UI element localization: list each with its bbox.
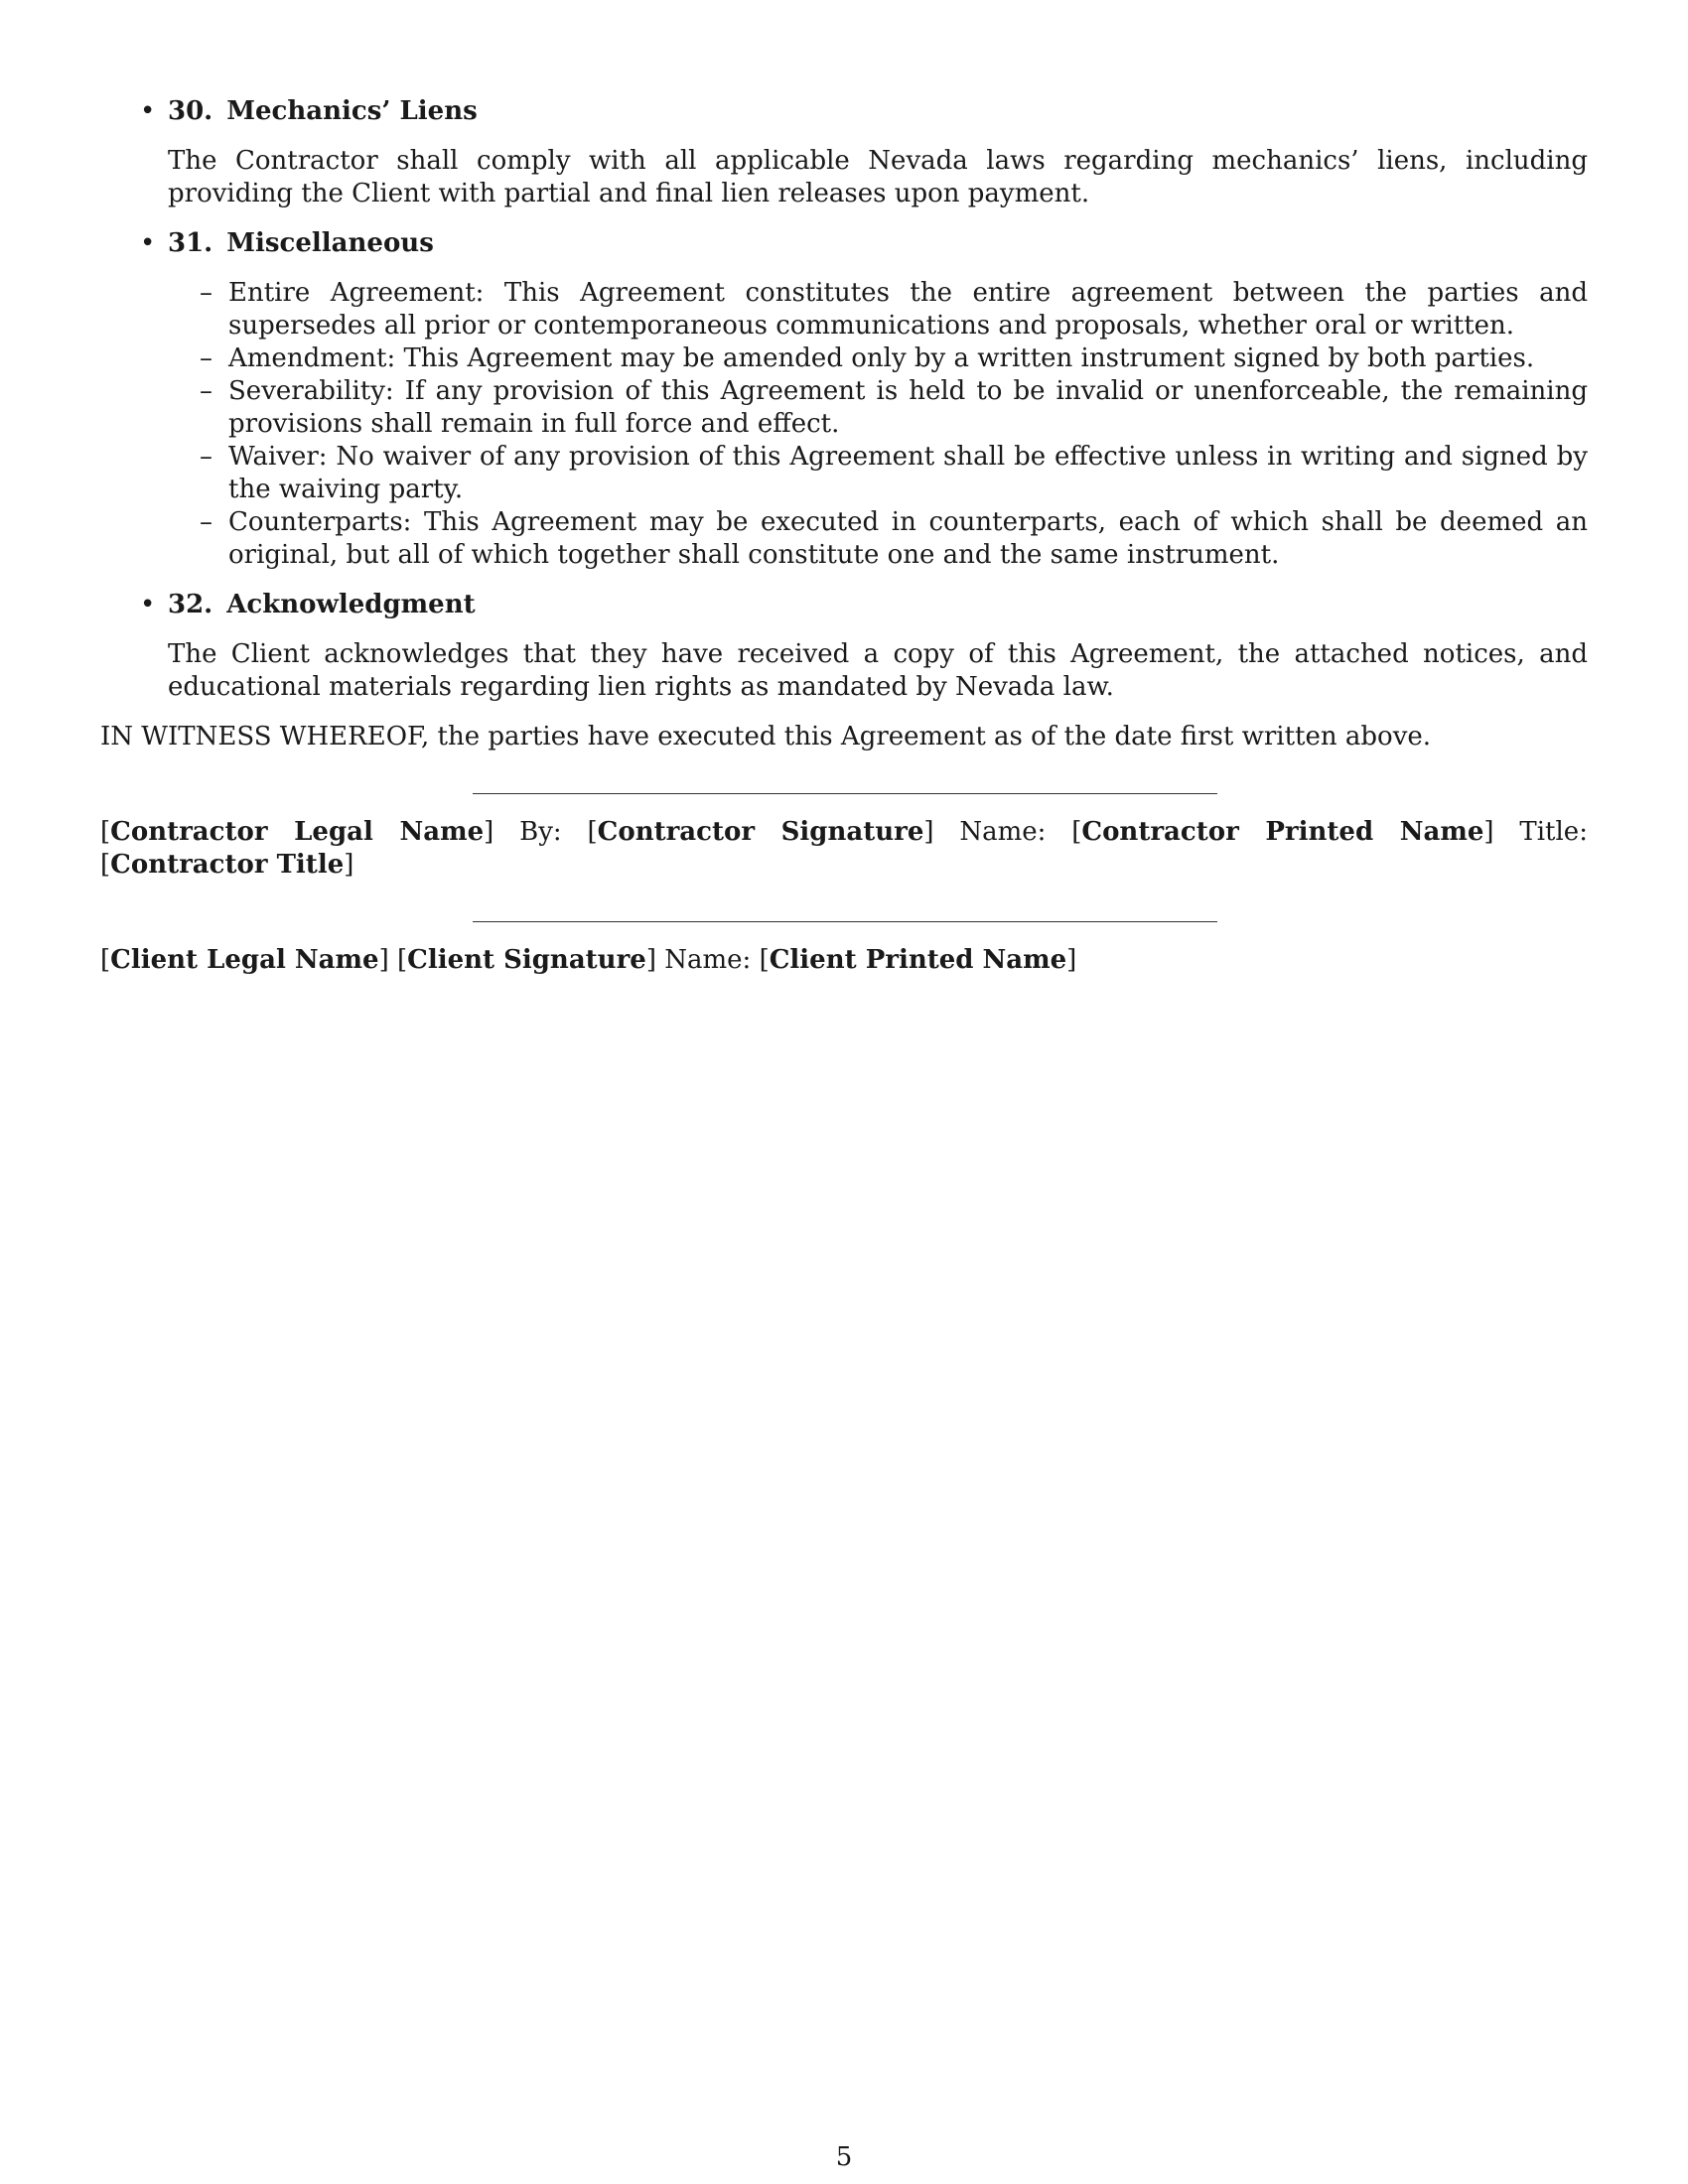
dash-icon: – — [200, 442, 212, 472]
name-label: Name: — [664, 945, 752, 975]
contractor-signature: Contractor Signature — [597, 817, 924, 847]
section-title: Mechanics’ Liens — [226, 96, 478, 126]
contractor-printed-name: Contractor Printed Name — [1081, 817, 1484, 847]
page-number: 5 — [835, 2142, 853, 2172]
section-body: The Contractor shall comply with all applicable Nevada laws regarding mechanics’ liens, including providing the Client with partial and final lien releases upon payment. — [168, 146, 1588, 208]
section-heading — [100, 227, 1588, 260]
list-item — [168, 277, 1588, 342]
list-item — [168, 375, 1588, 441]
list-item — [168, 506, 1588, 572]
dash-icon: – — [200, 278, 212, 308]
section-30 — [100, 95, 1588, 210]
section-number: 30. — [168, 96, 213, 126]
contractor-signature-line — [473, 793, 1217, 794]
client-printed-name: Client Printed Name — [769, 945, 1067, 975]
list-item — [168, 342, 1588, 375]
bullet-icon: • — [140, 96, 156, 126]
section-heading — [100, 589, 1588, 621]
sub-item-list — [168, 277, 1588, 572]
dash-icon: – — [200, 507, 212, 537]
list-item-text: Waiver: No waiver of any provision of this Agreement shall be effective unless in writing and signed by the waiving party. — [228, 442, 1588, 504]
contractor-signature-block: [Contractor Legal Name] By: [Contractor Signature] Name: [Contractor Printed Name] Title: [Contractor Title] — [100, 817, 1588, 880]
section-body: The Client acknowledges that they have received a copy of this Agreement, the attached notices, and educational materials regarding lien rights as mandated by Nevada law. — [168, 639, 1588, 702]
section-number: 31. — [168, 228, 213, 258]
section-title: Miscellaneous — [226, 228, 434, 258]
contractor-legal-name: Contractor Legal Name — [110, 817, 485, 847]
section-title: Acknowledgment — [226, 590, 476, 619]
list-item — [168, 441, 1588, 506]
section-32 — [100, 589, 1588, 704]
bullet-icon: • — [140, 228, 156, 258]
client-signature-block: [Client Legal Name] [Client Signature] Name: [Client Printed Name] — [100, 945, 1077, 975]
witness-clause: IN WITNESS WHEREOF, the parties have executed this Agreement as of the date first written above. — [100, 722, 1432, 751]
dash-icon: – — [200, 376, 212, 406]
list-item-text: Entire Agreement: This Agreement constitutes the entire agreement between the parties and supersedes all prior or contemporaneous communications and proposals, whether oral or written. — [228, 278, 1588, 341]
bullet-icon: • — [140, 590, 156, 619]
document-page — [100, 95, 1588, 977]
client-legal-name: Client Legal Name — [110, 945, 379, 975]
name-label: Name: — [959, 817, 1047, 847]
by-label: By: — [519, 817, 562, 847]
client-signature-line — [473, 921, 1217, 922]
dash-icon: – — [200, 343, 212, 373]
list-item-text: Counterparts: This Agreement may be executed in counterparts, each of which shall be deemed an original, but all of which together shall constitute one and the same instrument. — [228, 507, 1588, 570]
client-signature: Client Signature — [407, 945, 646, 975]
contractor-title: Contractor Title — [110, 850, 345, 880]
section-number: 32. — [168, 590, 213, 619]
section-31 — [100, 227, 1588, 572]
list-item-text: Amendment: This Agreement may be amended only by a written instrument signed by both parties. — [228, 343, 1535, 373]
list-item-text: Severability: If any provision of this Agreement is held to be invalid or unenforceable, the remaining provisions shall remain in full force and effect. — [228, 376, 1588, 439]
section-heading — [100, 95, 1588, 128]
title-label: Title: — [1519, 817, 1588, 847]
